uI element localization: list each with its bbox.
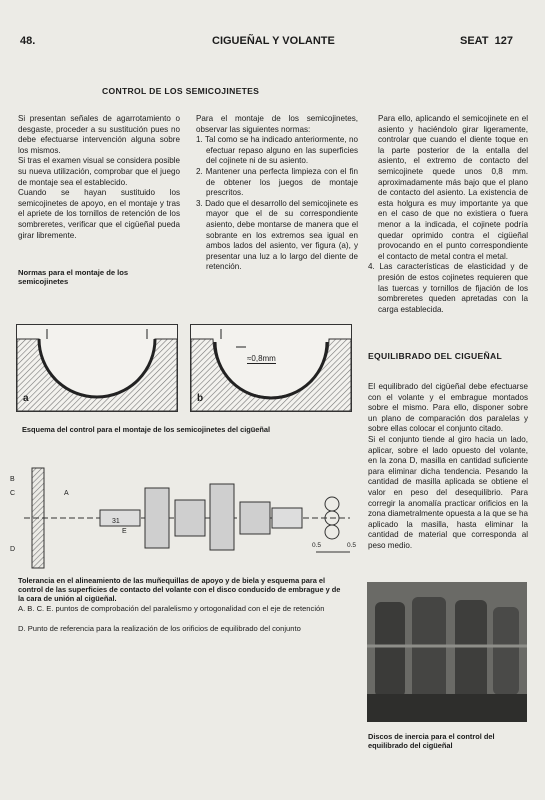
label-c: C	[10, 490, 16, 497]
label-a: A	[64, 490, 69, 497]
column-1	[18, 114, 180, 241]
norms-list	[196, 135, 358, 273]
list-item: 3. Dado que el desarrollo del semicojinete es mayor que el de su correspondiente asiento, debe montarse de manera que el sobrante en los extremos sea igual en ambos lados del asiento, ver figura (a), y presentar una luz a lo largo del diente de retención.	[196, 198, 358, 272]
inertia-discs-photo	[367, 582, 527, 722]
norms-list-continued	[368, 262, 528, 315]
brand-page-number: SEAT 127	[460, 35, 513, 47]
figure2-caption-d: D. Punto de referencia para la realización de los orificios de equilibrado del conjunto	[18, 624, 301, 633]
list-item: 4. Las características de elasticidad y de presión de estos cojinetes requieren que las tuercas y tornillos de fijación de los sombreretes queden apretadas con la carga establecida.	[368, 262, 528, 314]
label-b: B	[10, 476, 15, 483]
section-heading-semicojinetes: CONTROL DE LOS SEMICOJINETES	[102, 86, 260, 96]
bearing-diagram-b	[191, 325, 351, 411]
label-d: D	[10, 546, 16, 553]
figure1-caption: Esquema del control para el montaje de los semicojinetes del cigüeñal	[22, 425, 271, 434]
figure2-caption-abce: A. B. C. E. puntos de comprobación del paralelismo y ortogonalidad con el eje de retención	[18, 604, 325, 613]
normas-heading: Normas para el montaje de los semicojinetes	[18, 268, 129, 287]
paragraph: Si el conjunto tiende al giro hacia un lado, aplicar, sobre el lado opuesto del volante, en la zona D, masilla en cantidad suficiente para eliminar dicha tendencia. Pesando la cantidad de masilla aplicada se obtiene el valor en peso del desequilibrio. Para corregir la anomalía practicar orificios en la zona diametralmente opuesta a la que se ha aplicado la masilla, hasta eliminar la cantidad de material que corresponda al peso medio.	[368, 434, 528, 550]
list-item: 2. Mantener una perfecta limpieza con el fin de obtener los juegos de montaje prescritos.	[196, 166, 358, 198]
column-2	[196, 114, 358, 273]
dim-right: 0.5	[347, 542, 357, 549]
label-31: 31	[112, 518, 120, 525]
figure-semicojinete-a	[16, 324, 178, 412]
dimension-label: ≈0,8mm	[247, 354, 276, 363]
paragraph: Para el montaje de los semicojinetes, observar las siguientes normas:	[196, 114, 358, 134]
figure2-caption: Tolerancia en el alineamiento de las muñequillas de apoyo y de biela y esquema para el control de las superficies de contacto del volante con el disco conducido de embrague y de la cara de unión al cigüeñal.	[18, 576, 341, 604]
photo-illustration	[367, 582, 527, 722]
label-e: E	[122, 528, 127, 535]
paragraph: El equilibrado del cigüeñal debe efectuarse con el volante y el embrague montados sobre el mismo. Para ello, disponer sobre un plano de comparación dos paralelas y sobre ellas colocar el conjunto citado.	[368, 382, 528, 434]
paragraph: Si tras el examen visual se considera posible su nueva utilización, comprobar que el juego de montaje sea el establecido.	[18, 156, 180, 187]
section-heading-equilibrado: EQUILIBRADO DEL CIGUEÑAL	[368, 351, 503, 361]
paragraph: Cuando se hayan sustituido los semicojinetes de apoyo, en el montaje y tras el apriete de los tornillos de retención de los sombreretes, verificar que el cigüeñal pueda girar libremente.	[18, 188, 180, 240]
bearing-diagram-a	[17, 325, 177, 411]
list-item: 1. Tal como se ha indicado anteriormente, no efectuar repaso alguno en las superficies del cojinete ni de su asiento.	[196, 135, 358, 166]
figure-label-b: b	[197, 393, 204, 404]
crankshaft-drawing	[10, 460, 365, 578]
dim-left: 0.5	[312, 542, 322, 549]
equilibrado-text	[368, 382, 528, 552]
paragraph: Para ello, aplicando el semicojinete en el asiento y haciéndolo girar ligeramente, controlar que cuando el diente toque en la parte posterior de la entalla del asiento, el extremo de contacto del semicojinete quede unos 0,8 mm. aproximadamente más bajo que el plano de contacto del asiento. La existencia de esta holgura es muy importante ya que en el caso de que no existiera o fuera menor a la indicada, el cojinete podría quedar oprimido contra el cigüeñal provocando en el punto correspondiente el contacto de metal contra el metal.	[378, 114, 528, 261]
page-title: CIGUEÑAL Y VOLANTE	[212, 35, 335, 47]
photo-caption: Discos de inercia para el control del equilibrado del cigüeñal	[368, 732, 495, 751]
figure-semicojinete-b	[190, 324, 352, 412]
column-3	[368, 114, 528, 315]
page-number-left: 48.	[20, 35, 36, 47]
figure-label-a: a	[23, 393, 29, 404]
paragraph: Si presentan señales de agarrotamiento o desgaste, proceder a su sustitución pues no debe efectuarse intervención alguna sobre los mismos.	[18, 114, 180, 155]
crankshaft-diagram	[10, 460, 365, 578]
